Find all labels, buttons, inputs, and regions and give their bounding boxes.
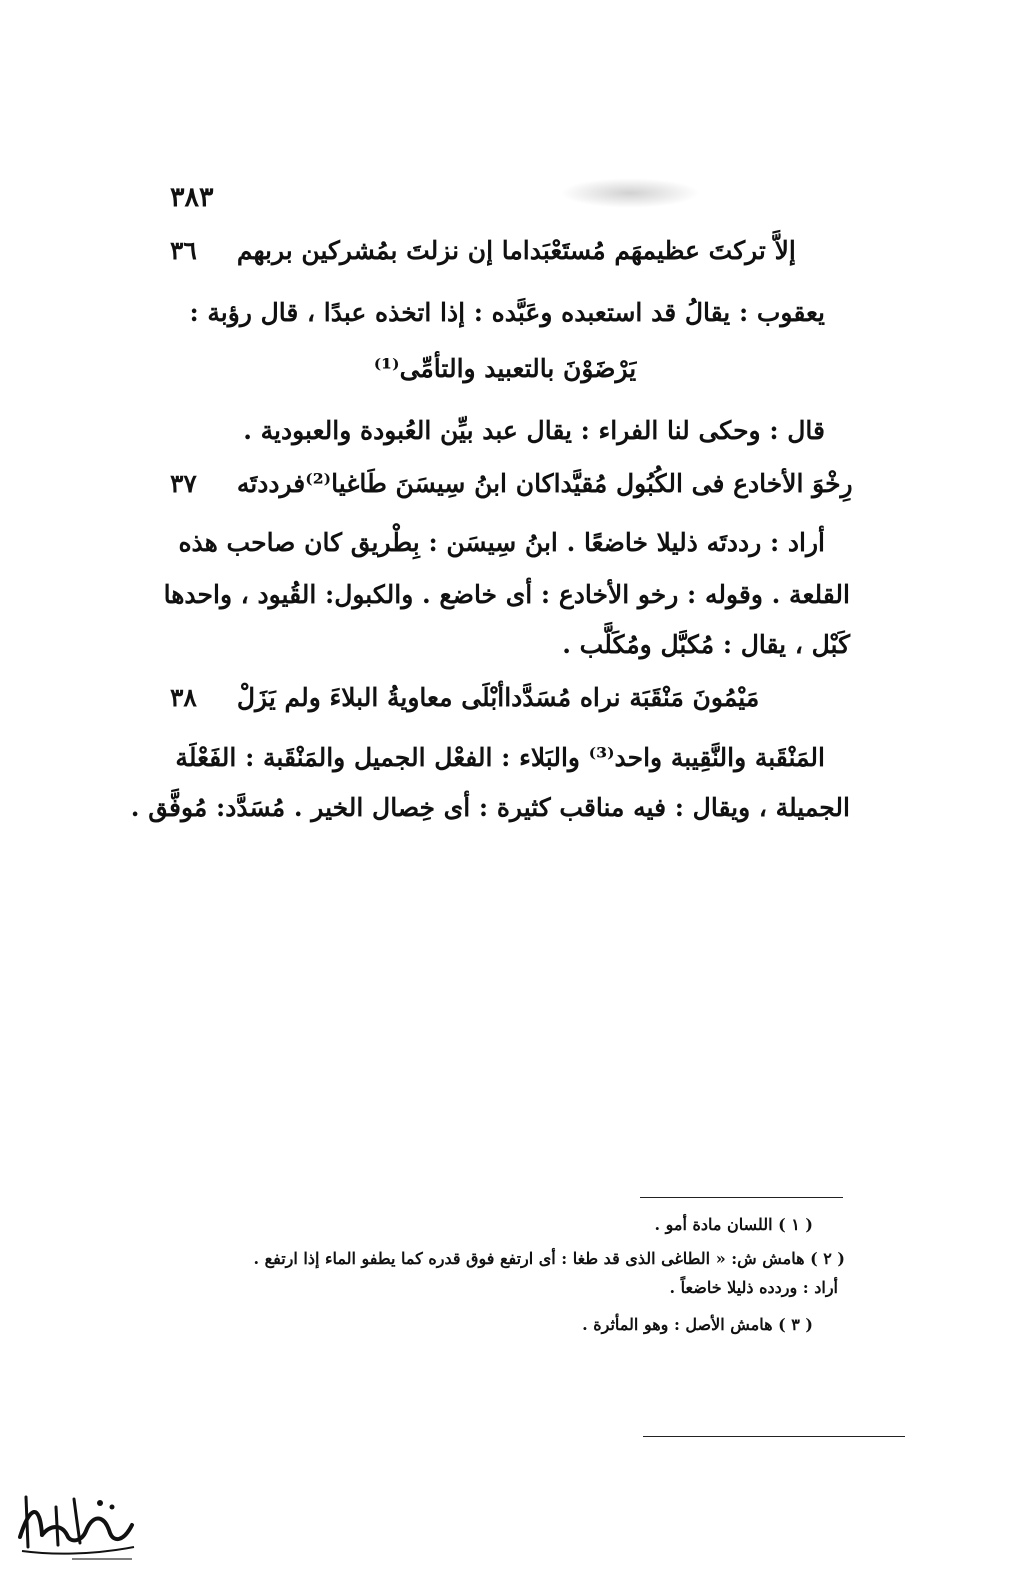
page-number: ٣٨٣	[170, 182, 214, 213]
footnote-3: ( ٣ ) هامش الأصل : وهو المأثرة .	[582, 1315, 813, 1334]
verse-hemistich-first: أبْلَى معاويةُ البلاءَ ولم يَزَلْ	[236, 683, 505, 712]
verse-hemistich-second: إلاَّ تركتَ عظيمهَم مُستَعْبَدا	[522, 236, 796, 265]
verse-36	[160, 233, 850, 269]
calligraphy-logo-icon	[12, 1485, 142, 1565]
verse-hemistich-first: ما إن نزلتَ بمُشركين بربهم	[236, 236, 523, 265]
verse-37	[160, 466, 853, 502]
footnote-1: ( ١ ) اللسان مادة أمو .	[654, 1215, 813, 1234]
footnote-divider	[640, 1197, 843, 1198]
scan-smudge	[560, 178, 700, 208]
verse-38	[160, 680, 850, 716]
commentary-line: المَنْقَبة والنَّقِيبة واحد⁽³⁾ والبَلاء : الفعْل الجميل والمَنْقَبة : الفَعْلَة	[175, 743, 825, 772]
quoted-verse: يَرْضَوْنَ بالتعبيد والتأمِّى⁽¹⁾	[373, 354, 637, 383]
commentary-line: القلعة . وقوله : رخو الأخادع : أى خاضع . والكبول: القُيود ، واحدها	[163, 580, 850, 609]
commentary-line: يعقوب : يقالُ قد استعبده وعَبَّده : إذا اتخذه عبدًا ، قال رؤبة :	[189, 298, 825, 327]
verse-number: ٣٧	[170, 469, 197, 498]
commentary-line: أراد : رددتَه ذليلا خاضعًا . ابنُ سِيسَن : بِطْريق كان صاحب هذه	[178, 528, 825, 557]
verse-hemistich-second: رِخْوَ الأخادع فى الكُبُول مُقيَّدا	[553, 469, 853, 498]
commentary-line: الجميلة ، ويقال : فيه مناقب كثيرة : أى خِصال الخير . مُسَدَّد: مُوفَّق .	[130, 793, 850, 822]
footnote-2: ( ٢ ) هامش ش: « الطاغى الذى قد طغا : أى ارتفع فوق قدره كما يطفو الماء إذا ارتفع .	[253, 1249, 845, 1268]
footnote-2-continuation: أراد : وردده ذليلا خاضعاً .	[669, 1278, 838, 1297]
commentary-line: قال : وحكى لنا الفراء : يقال عبد بيِّن العُبودة والعبودية .	[243, 416, 825, 445]
verse-hemistich-first: كان ابنُ سِيسَنَ طَاغيا⁽²⁾فرددتَه	[236, 469, 554, 498]
verse-number: ٣٨	[170, 683, 197, 712]
verse-number: ٣٦	[170, 236, 197, 265]
bottom-rule	[643, 1436, 905, 1437]
commentary-line: كَبْل ، يقال : مُكبَّل ومُكَلَّب .	[562, 630, 850, 659]
verse-hemistich-second: مَيْمُونَ مَنْقَبَة نراه مُسَدَّدا	[504, 683, 760, 712]
